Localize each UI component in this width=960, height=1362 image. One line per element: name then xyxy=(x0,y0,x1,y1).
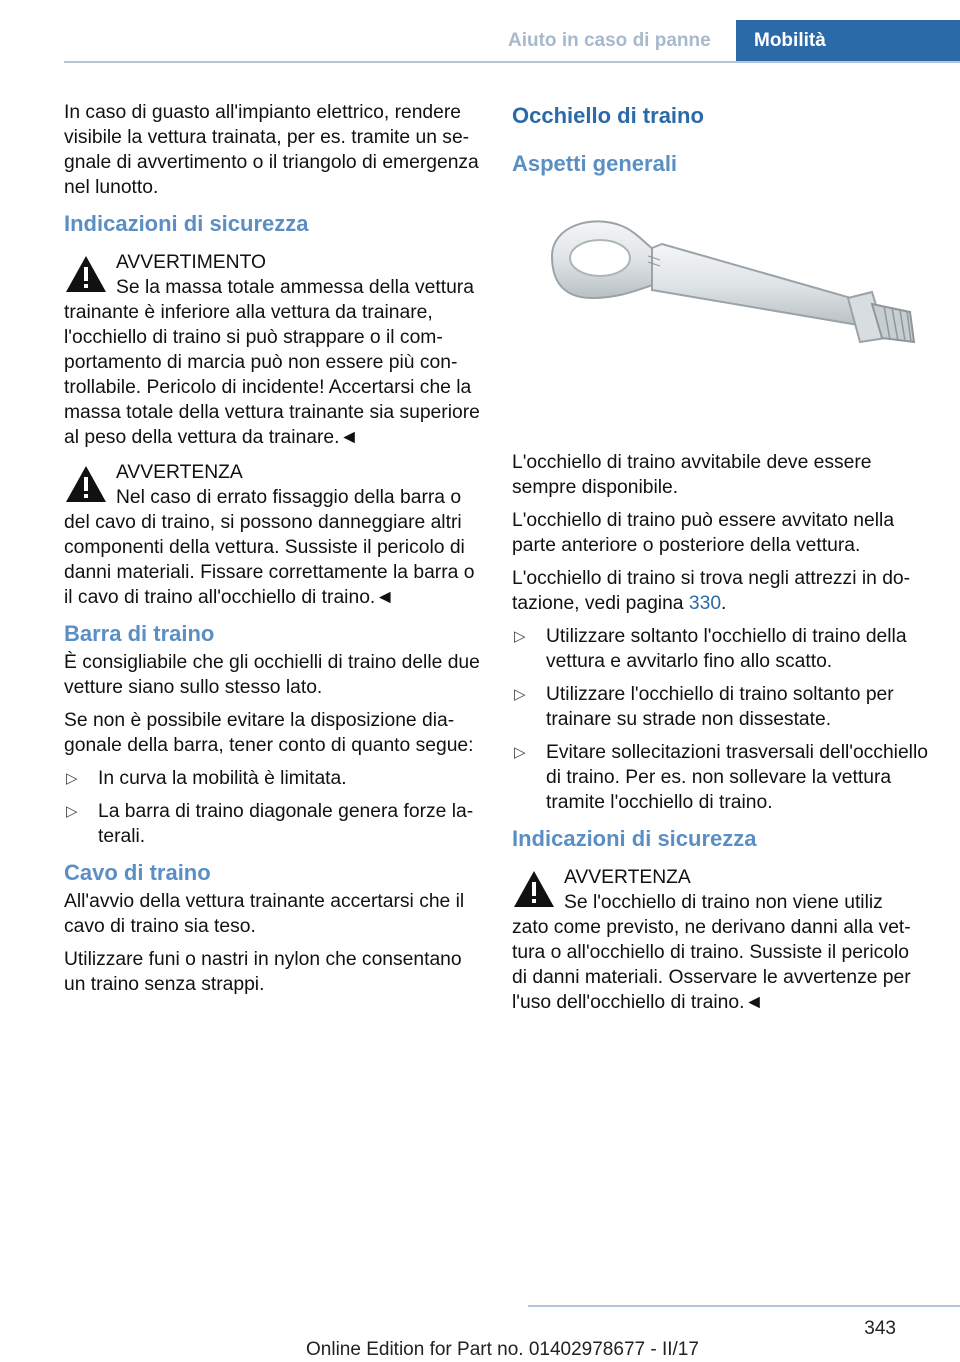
tow-bar-heading: Barra di traino xyxy=(64,621,215,646)
header-chapter-label: Mobilità xyxy=(754,30,826,51)
page-reference-link[interactable]: 330 xyxy=(688,593,722,614)
warning-2-caption: AVVERTENZA xyxy=(116,462,243,483)
tow-eye-paragraph-1: L'occhiello di traino avvitabile deve essere sempre disponibile. xyxy=(512,452,872,498)
list-item: ▷ Evitare sollecitazioni trasversali dell'occhiello di traino. Per es. non sollevare la vettura tramite l'occhiello di traino. xyxy=(514,742,928,813)
tow-eye-list xyxy=(512,624,928,815)
warning-block-2 xyxy=(64,460,480,610)
page-header xyxy=(0,0,960,62)
warning-3-text: zato come previsto, ne derivano danni alla vettura o all'occhiello di traino. Sussiste il pericolo di danni materiali. Osservare le avvertenze per l'uso dell'occhiello di traino.◄ xyxy=(512,917,911,1013)
warning-3-caption: AVVERTENZA xyxy=(564,867,691,888)
tow-eye-paragraph-2: L'occhiello di traino può essere avvitato nella parte anteriore o posteriore della vettura. xyxy=(512,510,895,556)
header-divider xyxy=(64,61,960,63)
triangle-right-icon: ▷ xyxy=(514,744,526,761)
tow-eye-paragraph-3: L'occhiello di traino si trova negli attrezzi in dotazione, vedi pagina 330. xyxy=(512,568,911,614)
list-item: ▷ In curva la mobilità è limitata. xyxy=(66,768,347,789)
triangle-right-icon: ▷ xyxy=(514,628,526,645)
warning-2-first-line: Nel caso di errato fissaggio della barra o xyxy=(116,487,462,508)
warning-3-first-line: Se l'occhiello di traino non viene utiliz xyxy=(564,892,883,913)
warning-1-caption: AVVERTIMENTO xyxy=(116,252,266,273)
tow-bar-list xyxy=(64,766,480,849)
list-item: ▷ Utilizzare l'occhiello di traino soltanto per trainare su strade non dissestate. xyxy=(514,684,894,730)
header-section-title: Aiuto in caso di panne xyxy=(508,30,711,51)
warning-triangle-icon xyxy=(512,869,564,915)
tow-eye-title: Occhiello di traino xyxy=(512,103,704,128)
tow-cable-paragraph-1: All'avvio della vettura trainante accertarsi che il cavo di traino sia teso. xyxy=(64,891,465,937)
left-column xyxy=(64,100,480,1005)
general-heading: Aspetti generali xyxy=(512,151,678,176)
footer-divider xyxy=(528,1305,960,1307)
triangle-right-icon: ▷ xyxy=(66,803,78,820)
tow-bar-paragraph-1: È consigliabile che gli occhielli di traino delle due vetture siano sullo stesso lato. xyxy=(64,652,480,698)
safety-heading-right: Indicazioni di sicurezza xyxy=(512,826,757,851)
warning-triangle-icon xyxy=(64,254,116,300)
tow-bar-paragraph-2: Se non è possibile evitare la disposizione diagonale della barra, tener conto di quanto segue: xyxy=(64,710,474,756)
edition-note: Online Edition for Part no. 01402978677 - II/17 xyxy=(306,1339,699,1360)
tow-cable-paragraph-2: Utilizzare funi o nastri in nylon che consentano un traino senza strappi. xyxy=(64,949,462,995)
warning-block-3 xyxy=(512,865,928,1015)
header-chapter-tab xyxy=(736,20,960,63)
safety-heading-left: Indicazioni di sicurezza xyxy=(64,211,309,236)
right-column xyxy=(512,100,928,1023)
tow-cable-heading: Cavo di traino xyxy=(64,860,211,885)
warning-1-first-line: Se la massa totale ammessa della vettura xyxy=(116,277,474,298)
tow-eye-illustration xyxy=(512,186,928,446)
page-number: 343 xyxy=(864,1318,896,1339)
list-item: ▷ La barra di traino diagonale genera forze laterali. xyxy=(66,801,474,847)
intro-paragraph: In caso di guasto all'impianto elettrico, rendere visibile la vettura trainata, per es. tramite un segnale di avvertimento o il triangolo di emergenza nel lunotto. xyxy=(64,102,479,198)
warning-2-text: del cavo di traino, si possono danneggiare altri componenti della vettura. Sussiste il pericolo di danni materiali. Fissare correttamente la barra o il cavo di traino all'occhiello di traino.◄ xyxy=(64,512,475,608)
warning-1-text: trainante è inferiore alla vettura da trainare, l'occhiello di traino si può strappare o il comportamento di marcia può non essere più controllabile. Pericolo di incidente! Accertarsi che la massa totale della vettura trainante sia superiore al peso della vettura da trainare.◄ xyxy=(64,302,480,448)
list-item: ▷ Utilizzare soltanto l'occhiello di traino della vettura e avvitarlo fino allo scatto. xyxy=(514,626,907,672)
triangle-right-icon: ▷ xyxy=(514,686,526,703)
warning-block-1 xyxy=(64,250,480,450)
warning-triangle-icon xyxy=(64,464,116,510)
triangle-right-icon: ▷ xyxy=(66,770,78,787)
